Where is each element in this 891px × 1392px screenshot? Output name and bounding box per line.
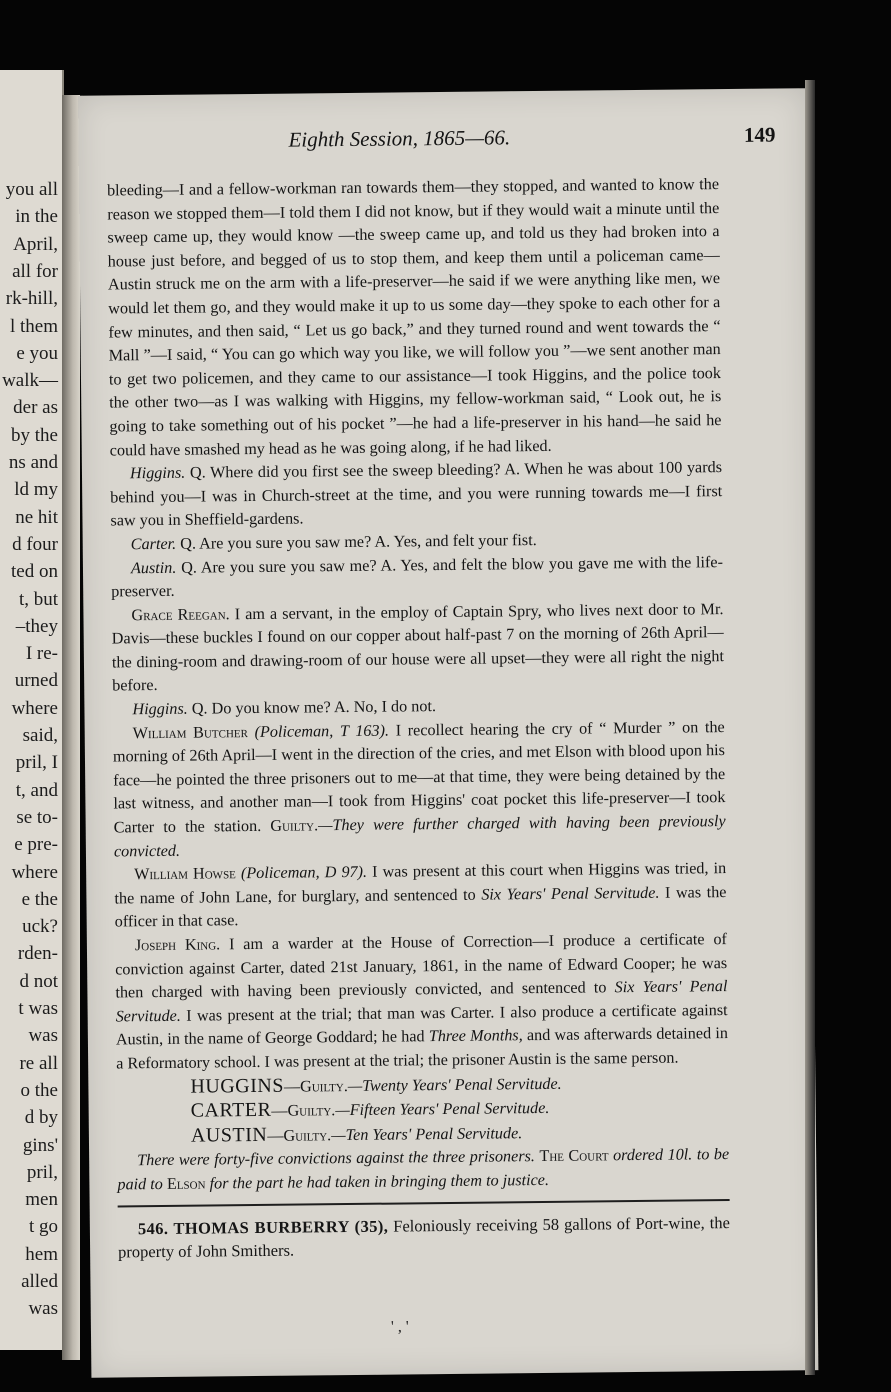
- witness-role: (Policeman, T 163).: [254, 721, 390, 741]
- witness-role: (Policeman, D 97).: [240, 863, 368, 883]
- left-page-fragment: e pre-: [14, 834, 58, 856]
- section-divider: [118, 1199, 730, 1207]
- left-page-fragment: pril, I: [15, 752, 58, 774]
- closing-text: There were forty-five convictions against the three prisoners.: [137, 1147, 536, 1170]
- left-page-fragment: t, but: [18, 588, 58, 610]
- left-page-fragment: ted on: [11, 561, 58, 583]
- sentence-text: Six Years' Penal Servitude.: [481, 883, 660, 904]
- page-edge-shadow: [805, 80, 815, 1375]
- left-page-fragment: ns and: [8, 452, 58, 473]
- left-page-fragment: t was: [18, 998, 58, 1019]
- left-page-fragment: men: [25, 1189, 58, 1211]
- left-page-fragment: April,: [13, 233, 58, 255]
- left-page-fragment: hem: [25, 1243, 58, 1265]
- closing-text: ordered 10l. to be paid to: [117, 1145, 730, 1194]
- document-page: [78, 88, 818, 1378]
- left-page-fragment: rk-hill,: [5, 288, 58, 310]
- witness-name: Joseph King.: [134, 935, 221, 955]
- left-page-fragment: l them: [9, 315, 58, 337]
- speaker-carter: Carter.: [130, 534, 177, 554]
- left-page-fragment: o the: [20, 1079, 58, 1101]
- court-label: The Court: [539, 1146, 609, 1166]
- left-page-fragment: I re-: [25, 643, 58, 665]
- guilty-label: Guilty.: [270, 816, 319, 835]
- left-page-fragment: d by: [24, 1107, 58, 1129]
- witness-name: William Butcher: [132, 722, 249, 742]
- left-page-fragment: t, and: [15, 779, 58, 801]
- left-page-fragment: was: [28, 1298, 58, 1320]
- paragraph-william-howse: [114, 857, 727, 934]
- footer-mark: ' , ': [390, 1318, 409, 1336]
- case-text: Feloniously receiving 58 gallons of Port-wine, the property of John Smithers.: [118, 1212, 730, 1262]
- sentence-text: —Ten Years' Penal Servitude.: [331, 1123, 523, 1144]
- elson-name: Elson: [166, 1174, 206, 1193]
- left-page-fragment: by the: [11, 424, 58, 446]
- page-number: 149: [743, 122, 776, 147]
- guilty-label: —Guilty.: [267, 1125, 332, 1145]
- sentence-text: —Fifteen Years' Penal Servitude.: [335, 1099, 550, 1120]
- witness-text: I recollect hearing the cry of “ Murder ” on the morning of 26th April—I went in the direction of the cries, and met Elson with blood upon his face—he pointed the three prisoners out to me—at that time, they were being detained by the last witness, and another man—I took from Higgins' coat pocket this life-preserver—I took Carter to the station.: [112, 717, 726, 837]
- witness-text: I was present at the trial; that man was Carter. I also produce a certificate against Austin, in the name of George Goddard; he had: [115, 1000, 728, 1049]
- left-page-fragment: uck?: [22, 916, 58, 938]
- book-gutter: [62, 95, 80, 1360]
- prisoner-name: HUGGINS: [190, 1074, 285, 1098]
- guilty-label: —Guilty.: [283, 1076, 348, 1096]
- speaker-higgins: Higgins.: [132, 699, 188, 719]
- speaker-higgins: Higgins.: [129, 463, 186, 483]
- next-case: [118, 1211, 730, 1265]
- left-page-fragment: d not: [19, 970, 58, 992]
- left-page-fragment: ld my: [14, 479, 58, 501]
- paragraph-closing: [117, 1143, 729, 1197]
- left-page-fragment: –they: [15, 615, 58, 637]
- left-page-fragment: pril,: [26, 1161, 58, 1183]
- left-page-fragment: in the: [15, 206, 58, 228]
- left-page-fragment: you all: [5, 179, 58, 200]
- left-page-fragment: gins': [22, 1134, 58, 1156]
- session-title: Eighth Session, 1865—66.: [288, 125, 511, 152]
- charge-text: —They were further charged with having been previously convicted.: [113, 812, 726, 861]
- sentence-text: Six Years' Penal Servitude.: [115, 977, 728, 1026]
- left-page-fragment: e the: [21, 888, 58, 910]
- witness-text: and was afterwards detained in a Reformatory school. I was present at the trial; the prisoner Austin is the same person.: [116, 1024, 728, 1073]
- left-page-fragment: re all: [19, 1052, 58, 1074]
- witness-text: I was the officer in that case.: [114, 882, 727, 931]
- left-page-fragment: ne hit: [15, 506, 58, 528]
- witness-text: I am a servant, in the employ of Captain Spry, who lives next door to Mr. Davis—these buckles I found on our copper about half-past 7 on the morning of 26th April—the dining-room and drawing-room of our house were all upset—they were all right the night before.: [111, 599, 725, 695]
- left-page-fragment: walk—: [2, 370, 58, 392]
- left-page-fragment: alled: [21, 1271, 58, 1292]
- witness-name: William Howse: [134, 864, 236, 884]
- witness-name: Grace Reegan.: [131, 604, 230, 624]
- paragraph-austin-question: [111, 551, 723, 605]
- closing-text: for the part he had taken in bringing them to justice.: [209, 1170, 550, 1193]
- left-page-fragment: t go: [28, 1216, 58, 1238]
- left-page-fragment: d four: [12, 533, 58, 555]
- speaker-austin: Austin.: [130, 558, 177, 577]
- paragraph-testimony: bleeding—I and a fellow-workman ran towards them—they stopped, and wanted to know the reason we stopped them—I told them I did not know, but if they would wait a minute until the sweep came up, they would know —the sweep came up, and told us they had broken into a house just before, and begged of us to stop them, and keep them until a policeman came— Austin struck me on the arm with a life-preserver—he said if we were anything like men, we would let them go, and they would make it up to us some day—they spoke to each other for a few minutes, and then said, “ Let us go back,” and they turned round and went towards the “ Mall ”—I said, “ You can go which way you like, we will follow you ”—we sent another man to get two policemen, and they came to our assistance—I took Higgins, and the police took the other two—as I was walking with Higgins, my fellow-workman said, “ Look out, he is going to take something out of his pocket ”—he had a life-preserver in his hand—he said he could have smashed my head as he was going along, if he had liked.: [106, 175, 722, 460]
- left-page-fragment: se to-: [16, 806, 58, 828]
- left-page-fragment: where: [11, 861, 58, 883]
- prisoner-name: AUSTIN: [190, 1123, 268, 1147]
- sentence-text: —Twenty Years' Penal Servitude.: [347, 1074, 562, 1095]
- paragraph-higgins-question: [110, 456, 723, 533]
- left-page-fragment: rden-: [17, 943, 58, 965]
- qa-text: Q. Do you know me? A. No, I do not.: [191, 697, 437, 718]
- paragraph-grace-reegan: [111, 598, 724, 699]
- facing-page: [0, 70, 64, 1350]
- paragraph-joseph-king: [115, 928, 728, 1076]
- prisoner-name: CARTER: [190, 1098, 272, 1122]
- witness-text: I was present at this court when Higgins was tried, in the name of John Lane, for burglary, and sentenced to: [114, 859, 727, 908]
- running-header: [78, 122, 805, 158]
- case-heading: 546. THOMAS BURBERRY (35),: [137, 1216, 389, 1238]
- paragraph-william-butcher: [113, 716, 726, 864]
- left-page-fragment: where: [11, 697, 58, 719]
- qa-text: Q. Where did you first see the sweep bleeding? A. When he was about 100 yards behind you—I was in Church-street at the time, and you were running towards me—I first saw you in Sheffield-gardens.: [110, 458, 723, 530]
- left-page-fragment: all for: [12, 260, 58, 282]
- qa-text: Q. Are you sure you saw me? A. Yes, and felt the blow you gave me with the life-preserver.: [111, 552, 724, 601]
- body-text: [107, 173, 730, 1264]
- witness-text: I am a warder at the House of Correction—I produce a certificate of conviction against Carter, dated 21st January, 1861, in the name of Edward Cooper; he was then charged with having been previously convicted, and sentenced to: [115, 930, 728, 1002]
- sentence-text: Three Months,: [428, 1026, 523, 1046]
- left-page-fragment: der as: [13, 397, 58, 419]
- left-page-fragment: urned: [14, 670, 58, 692]
- qa-text: Q. Are you sure you saw me? A. Yes, and felt your fist.: [180, 530, 537, 553]
- guilty-label: —Guilty.: [271, 1101, 336, 1120]
- left-page-fragment: e you: [16, 342, 58, 364]
- left-page-fragment: said,: [22, 725, 58, 746]
- left-page-fragment: was: [28, 1025, 58, 1047]
